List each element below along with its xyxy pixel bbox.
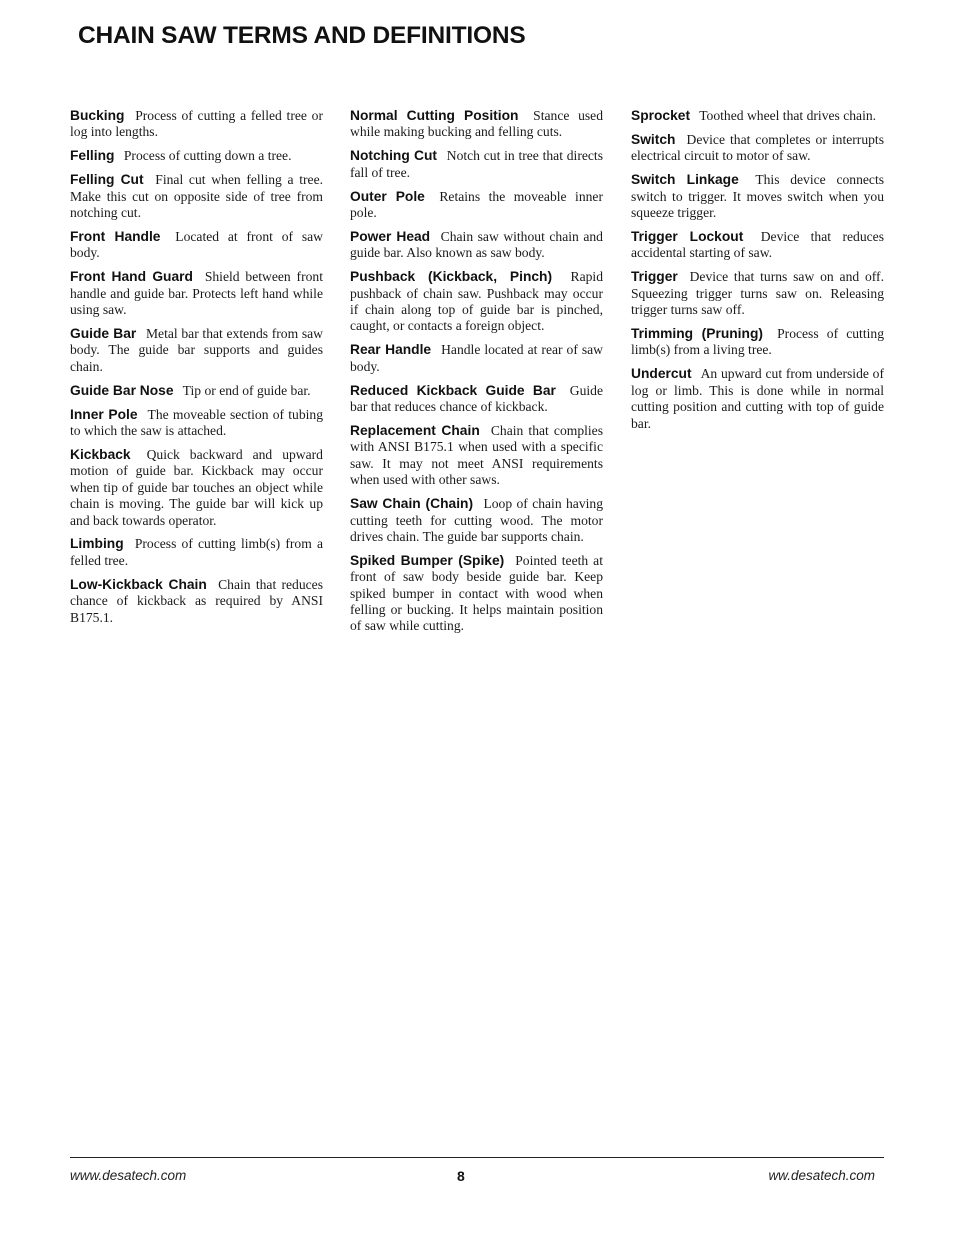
definition-term: Reduced Kickback Guide Bar <box>350 382 556 398</box>
definition-term: Sprocket <box>631 108 691 123</box>
definition-entry <box>70 536 323 569</box>
definition-entry <box>70 229 323 262</box>
definition-text: Process of cutting limb(s) from a felled tree. <box>70 536 323 568</box>
definition-entry <box>350 423 603 489</box>
definition-text: Loop of chain having cutting teeth for cutting wood. The motor drives chain. The guide bar supports chain. <box>350 496 603 544</box>
definition-text: Process of cutting limb(s) from a living tree. <box>631 325 884 358</box>
definition-term: Guide Bar Nose <box>70 382 174 398</box>
definition-entry <box>350 189 603 222</box>
definition-term: Inner Pole <box>70 406 138 422</box>
definition-text: Notch cut in tree that directs fall of tree. <box>350 148 603 180</box>
definition-term: Limbing <box>70 536 124 552</box>
definitions-columns <box>70 108 884 1108</box>
definition-entry <box>631 229 884 262</box>
definition-entry <box>70 577 323 626</box>
definition-term: Felling Cut <box>70 172 144 188</box>
definition-entry <box>70 326 323 375</box>
definition-text: Pointed teeth at front of saw body beside guide bar. Keep spiked bumper in contact with wood when felling or bucking. It helps maintain position of saw while cutting. <box>350 552 603 634</box>
definition-entry <box>631 269 884 318</box>
definition-entry <box>70 447 323 529</box>
definition-text: Chain that complies with ANSI B175.1 when used with a specific saw. It may not meet ANSI requirements when used with other saws. <box>350 423 603 488</box>
definition-text: Located at front of saw body. <box>70 228 323 261</box>
definition-term: Trimming (Pruning) <box>631 325 763 341</box>
definition-entry <box>70 172 323 221</box>
definition-entry <box>350 269 603 335</box>
definition-text: The moveable section of tubing to which the saw is attached. <box>70 406 324 438</box>
page-title: CHAIN SAW TERMS AND DEFINITIONS <box>78 22 526 49</box>
definition-text: Retains the moveable inner pole. <box>350 188 603 221</box>
definition-term: Outer Pole <box>350 188 425 204</box>
definition-term: Switch Linkage <box>631 172 739 188</box>
definition-term: Switch <box>631 131 676 147</box>
footer-website-right: ww.desatech.com <box>768 1168 875 1183</box>
definitions-column-2 <box>350 108 603 642</box>
definition-term: Trigger Lockout <box>631 228 744 244</box>
definition-term: Saw Chain (Chain) <box>350 496 474 512</box>
definition-entry <box>631 108 884 124</box>
definition-term: Low-Kickback Chain <box>70 576 207 592</box>
definition-entry <box>631 172 884 221</box>
definition-text: Guide bar that reduces chance of kickback. <box>350 382 603 415</box>
definition-text: Process of cutting down a tree. <box>123 148 292 164</box>
definition-text: Chain that reduces chance of kickback as required by ANSI B175.1. <box>70 576 323 625</box>
definition-term: Bucking <box>70 108 125 123</box>
definition-term: Normal Cutting Position <box>350 108 519 123</box>
definition-text: An upward cut from underside of log or limb. This is done while in normal cutting position and cutting with top of guide bar. <box>631 366 884 431</box>
definitions-column-3 <box>631 108 884 439</box>
footer-divider <box>70 1157 884 1158</box>
definition-entry <box>350 496 603 545</box>
definition-entry <box>631 132 884 165</box>
definition-entry <box>350 553 603 635</box>
definition-entry <box>70 108 323 141</box>
definition-text: Metal bar that extends from saw body. The guide bar supports and guides chain. <box>70 325 324 374</box>
definition-text: Device that turns saw on and off. Squeezing trigger turns saw on. Releasing trigger turns saw off. <box>631 269 884 318</box>
footer-page-number: 8 <box>457 1168 465 1184</box>
definition-entry <box>631 326 884 359</box>
definition-text: Shield between front handle and guide bar. Protects left hand while using saw. <box>70 269 323 318</box>
definition-entry <box>350 148 603 181</box>
definition-text: Handle located at rear of saw body. <box>350 342 603 374</box>
definition-entry <box>350 342 603 375</box>
definition-entry <box>70 383 323 399</box>
definition-term: Notching Cut <box>350 148 437 164</box>
definition-term: Power Head <box>350 228 431 244</box>
definition-entry <box>350 383 603 416</box>
definition-text: Final cut when felling a tree. Make this cut on opposite side of tree from notching cut. <box>70 172 324 221</box>
definition-text: Tip or end of guide bar. <box>182 382 311 398</box>
definition-text: Quick backward and upward motion of guide bar. Kickback may occur when tip of guide bar touches an object while chain is moving. The guide bar will kick up and back towards operator. <box>70 446 323 528</box>
definition-text: Chain saw without chain and guide bar. Also known as saw body. <box>350 228 603 261</box>
definition-text: This device connects switch to trigger. It moves switch when you squeeze trigger. <box>631 172 885 221</box>
definition-term: Trigger <box>631 269 678 285</box>
footer-website-left: www.desatech.com <box>70 1168 187 1183</box>
definition-term: Kickback <box>70 446 131 462</box>
definition-entry <box>631 366 884 432</box>
definition-entry <box>70 269 323 318</box>
definition-text: Rapid pushback of chain saw. Pushback may occur if chain along top of guide bar is pinched, caught, or contacts a foreign object. <box>350 269 603 334</box>
definition-term: Undercut <box>631 366 692 382</box>
definition-text: Device that reduces accidental starting of saw. <box>631 228 884 261</box>
definitions-column-1 <box>70 108 323 633</box>
definition-text: Stance used while making bucking and felling cuts. <box>350 108 603 140</box>
definition-entry <box>350 229 603 262</box>
definition-entry <box>70 407 323 440</box>
definition-term: Spiked Bumper (Spike) <box>350 552 505 568</box>
definition-text: Toothed wheel that drives chain. <box>699 108 877 123</box>
definition-term: Guide Bar <box>70 325 137 341</box>
definition-term: Pushback (Kickback, Pinch) <box>350 269 553 285</box>
definition-text: Device that completes or interrupts electrical circuit to motor of saw. <box>631 131 884 164</box>
definition-text: Process of cutting a felled tree or log into lengths. <box>70 108 323 140</box>
definition-term: Rear Handle <box>350 342 432 358</box>
definition-term: Front Handle <box>70 228 161 244</box>
definition-entry <box>70 148 323 164</box>
definition-term: Replacement Chain <box>350 423 480 438</box>
definition-term: Felling <box>70 148 115 164</box>
definition-entry <box>350 108 603 141</box>
definition-term: Front Hand Guard <box>70 269 193 285</box>
